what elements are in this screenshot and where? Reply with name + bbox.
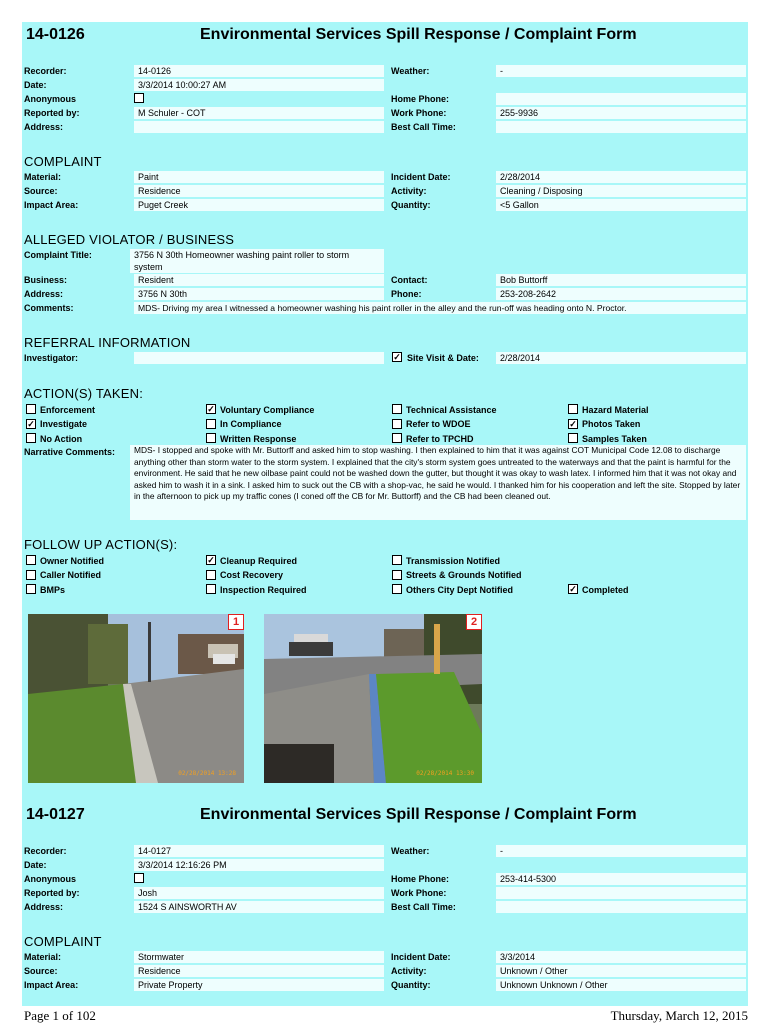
action-checkbox-1[interactable] — [26, 404, 36, 414]
action-label-8: Refer to WDOE — [406, 419, 471, 429]
quantity-label: Quantity: — [391, 200, 431, 210]
action-checkbox-4[interactable]: ✓ — [207, 404, 215, 414]
activity-label: Activity: — [391, 186, 427, 196]
form2-reported-by-label: Reported by: — [24, 888, 80, 898]
photo-2-badge: 2 — [466, 614, 482, 630]
street-curb-image — [264, 614, 482, 783]
home-phone-value — [496, 93, 746, 105]
investigator-label: Investigator: — [24, 353, 79, 363]
form-title: Environmental Services Spill Response / Complaint Form — [200, 26, 637, 43]
reported-by-value: M Schuler - COT — [134, 107, 384, 119]
incident-date-value: 2/28/2014 — [496, 171, 746, 183]
action-checkbox-8[interactable] — [392, 419, 402, 429]
form2-quantity-label: Quantity: — [391, 980, 431, 990]
form2-best-call-time-value — [496, 901, 746, 913]
action-label-1: Enforcement — [40, 404, 96, 415]
form2-date-value: 3/3/2014 12:16:26 PM — [134, 859, 384, 871]
followup-checkbox-5[interactable] — [206, 570, 216, 580]
page-number: Page 1 of 102 — [24, 1008, 96, 1023]
action-label-7: Technical Assistance — [406, 404, 497, 415]
followup-label-8: Streets & Grounds Notified — [406, 570, 522, 580]
form2-home-phone-label: Home Phone: — [391, 874, 450, 884]
followup-label-7: Transmission Notified — [406, 555, 501, 566]
source-label: Source: — [24, 186, 58, 196]
followup-label-9: Others City Dept Notified — [406, 584, 514, 595]
form2-activity-label: Activity: — [391, 966, 427, 976]
work-phone-value: 255-9936 — [496, 107, 746, 119]
form2-complaint-heading: COMPLAINT — [24, 934, 102, 949]
site-visit-label: Site Visit & Date: — [407, 353, 479, 363]
material-value: Paint — [134, 171, 384, 183]
home-phone-label: Home Phone: — [391, 94, 450, 104]
followup-label-1: Owner Notified — [40, 555, 105, 566]
date-label: Date: — [24, 80, 47, 90]
followup-checkbox-10[interactable]: ✓ — [569, 584, 577, 594]
followup-label-4: Cleanup Required — [220, 555, 298, 566]
form2-date-label: Date: — [24, 860, 47, 870]
referral-heading: REFERRAL INFORMATION — [24, 335, 191, 350]
recorder-label: Recorder: — [24, 66, 67, 76]
form2-work-phone-value — [496, 887, 746, 899]
photo-2-timestamp: 02/28/2014 13:30 — [416, 770, 474, 777]
form2-recorder-label: Recorder: — [24, 846, 67, 856]
action-checkbox-7[interactable] — [392, 404, 402, 414]
action-checkbox-5[interactable] — [206, 419, 216, 429]
address-value — [134, 121, 384, 133]
followup-label-5: Cost Recovery — [220, 570, 284, 580]
comments-label: Comments: — [24, 303, 74, 313]
form-id: 14-0126 — [26, 26, 85, 43]
anonymous-checkbox[interactable] — [134, 93, 144, 103]
recorder-value: 14-0126 — [134, 65, 384, 77]
complaint-heading: COMPLAINT — [24, 154, 102, 169]
narrative-label: Narrative Comments: — [24, 447, 116, 457]
form2-anonymous-label: Anonymous — [24, 874, 77, 884]
complaint-title-line-2: system — [130, 261, 384, 273]
violator-address-label: Address: — [24, 289, 64, 299]
complaint-title-line-1: 3756 N 30th Homeowner washing paint roller to storm — [130, 249, 384, 261]
followup-checkbox-2[interactable] — [26, 570, 36, 580]
violator-heading: ALLEGED VIOLATOR / BUSINESS — [24, 232, 235, 247]
reported-by-label: Reported by: — [24, 108, 80, 118]
form2-material-label: Material: — [24, 952, 62, 962]
form2-work-phone-label: Work Phone: — [391, 888, 447, 898]
followup-checkbox-7[interactable] — [392, 555, 402, 565]
followup-checkbox-8[interactable] — [392, 570, 402, 580]
form2-id: 14-0127 — [26, 806, 85, 823]
form-sheet — [22, 22, 748, 1006]
followup-label-2: Caller Notified — [40, 570, 102, 580]
form2-title: Environmental Services Spill Response / Complaint Form — [200, 806, 637, 823]
form2-source-value: Residence — [134, 965, 384, 977]
impact-area-value: Puget Creek — [134, 199, 384, 211]
material-label: Material: — [24, 172, 62, 182]
followup-checkbox-6[interactable] — [206, 584, 216, 594]
phone-label: Phone: — [391, 289, 422, 299]
action-label-12: Samples Taken — [582, 433, 647, 444]
followup-checkbox-9[interactable] — [392, 584, 402, 594]
phone-value: 253-208-2642 — [496, 288, 746, 300]
violator-address-value: 3756 N 30th — [134, 288, 384, 300]
form2-best-call-time-label: Best Call Time: — [391, 902, 456, 912]
action-checkbox-3[interactable] — [26, 433, 36, 443]
form2-activity-value: Unknown / Other — [496, 965, 746, 977]
activity-value: Cleaning / Disposing — [496, 185, 746, 197]
form2-weather-label: Weather: — [391, 846, 430, 856]
form2-home-phone-value: 253-414-5300 — [496, 873, 746, 885]
complaint-title-label: Complaint Title: — [24, 250, 92, 260]
business-value: Resident — [134, 274, 384, 286]
site-photo-1 — [28, 614, 244, 783]
form2-anonymous-checkbox[interactable] — [134, 873, 144, 883]
action-label-3: No Action — [40, 433, 83, 444]
form2-source-label: Source: — [24, 966, 58, 976]
action-label-6: Written Response — [220, 433, 297, 444]
form2-impact-area-label: Impact Area: — [24, 980, 79, 990]
action-label-4: Voluntary Compliance — [220, 404, 315, 415]
action-label-9: Refer to TPCHD — [406, 433, 474, 444]
work-phone-label: Work Phone: — [391, 108, 447, 118]
followup-checkbox-1[interactable] — [26, 555, 36, 565]
action-label-11: Photos Taken — [582, 419, 641, 429]
followup-checkbox-4[interactable]: ✓ — [207, 555, 215, 565]
site-visit-checkbox[interactable]: ✓ — [393, 352, 401, 362]
photo-1-badge: 1 — [228, 614, 244, 630]
action-checkbox-2[interactable]: ✓ — [27, 418, 35, 429]
address-label: Address: — [24, 122, 64, 132]
contact-label: Contact: — [391, 275, 428, 285]
impact-area-label: Impact Area: — [24, 200, 79, 210]
form2-address-label: Address: — [24, 902, 64, 912]
narrative-text: MDS- I stopped and spoke with Mr. Buttorff and asked him to stop washing. I then explained to him that it was against COT Municipal Code 12.08 to discharge anything other than storm water to the storm system. I explained that the city's storm system goes untreated to the waterways and that the paint is harmful for the environment. He said that he new oilbase paint could not be washed down the gutter, but thought it was okay to wash latex. I informed him that it was not okay and asked him to wash it in a sink. I asked him to suck out the CB with a shop-vac, he said he would. I thanked him for his cooperation and left the site. Stopped by later in the afternoon to pick up my traffic cones (I coned off the CB for Mr. Buttorff) and the CB had been cleaned out. — [130, 445, 746, 520]
source-value: Residence — [134, 185, 384, 197]
form2-material-value: Stormwater — [134, 951, 384, 963]
action-checkbox-12[interactable] — [568, 433, 578, 443]
form2-reported-by-value: Josh — [134, 887, 384, 899]
action-label-2: Investigate — [40, 419, 88, 429]
form2-quantity-value: Unknown Unknown / Other — [496, 979, 746, 991]
form2-impact-area-value: Private Property — [134, 979, 384, 991]
street-gutter-image — [28, 614, 244, 783]
incident-date-label: Incident Date: — [391, 172, 451, 182]
form2-recorder-value: 14-0127 — [134, 845, 384, 857]
photo-1-timestamp: 02/28/2014 13:28 — [178, 770, 236, 777]
site-visit-date: 2/28/2014 — [496, 352, 746, 364]
actions-heading: ACTION(S) TAKEN: — [24, 386, 144, 401]
form2-incident-date-label: Incident Date: — [391, 952, 451, 962]
business-label: Business: — [24, 275, 68, 285]
action-checkbox-11[interactable]: ✓ — [569, 418, 577, 429]
action-checkbox-10[interactable] — [568, 404, 578, 414]
best-call-time-label: Best Call Time: — [391, 122, 456, 132]
anonymous-label: Anonymous — [24, 94, 77, 104]
quantity-value: <5 Gallon — [496, 199, 746, 211]
form2-weather-value: - — [496, 845, 746, 857]
followup-heading: FOLLOW UP ACTION(S): — [24, 537, 178, 552]
date-value: 3/3/2014 10:00:27 AM — [134, 79, 384, 91]
weather-value: - — [496, 65, 746, 77]
print-date: Thursday, March 12, 2015 — [610, 1008, 748, 1023]
comments-value: MDS- Driving my area I witnessed a homeowner washing his paint roller in the alley and the run-off was heading onto N. Proctor. — [134, 302, 746, 314]
action-checkbox-9[interactable] — [392, 433, 402, 443]
action-label-10: Hazard Material — [582, 404, 649, 415]
best-call-time-value — [496, 121, 746, 133]
form2-address-value: 1524 S AINSWORTH AV — [134, 901, 384, 913]
investigator-value — [134, 352, 384, 364]
form2-incident-date-value: 3/3/2014 — [496, 951, 746, 963]
weather-label: Weather: — [391, 66, 430, 76]
followup-label-3: BMPs — [40, 584, 66, 595]
followup-label-10: Completed — [582, 584, 629, 595]
followup-checkbox-3[interactable] — [26, 584, 36, 594]
contact-value: Bob Buttorff — [496, 274, 746, 286]
action-checkbox-6[interactable] — [206, 433, 216, 443]
followup-label-6: Inspection Required — [220, 584, 307, 595]
action-label-5: In Compliance — [220, 419, 282, 429]
site-photo-2 — [264, 614, 482, 783]
